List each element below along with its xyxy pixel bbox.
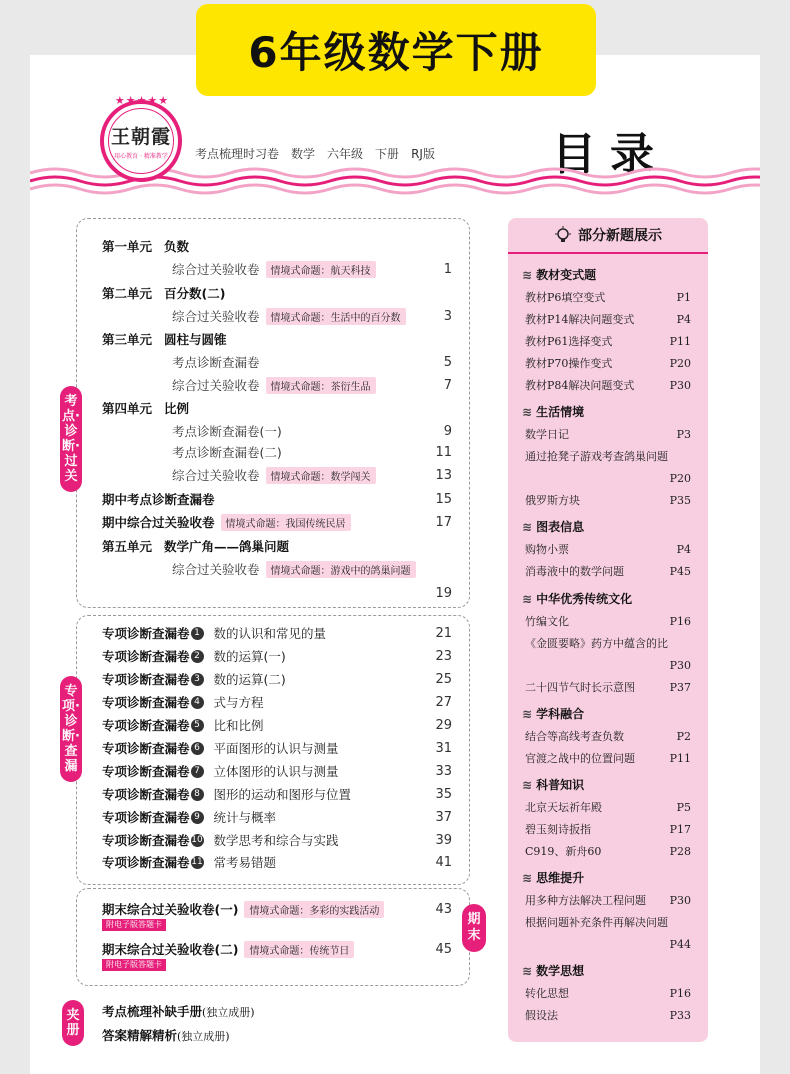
item-text: 教材P6填空变式: [525, 291, 606, 304]
page-number: 11: [435, 444, 452, 460]
toc-row-special[interactable]: [102, 784, 452, 804]
panel-item[interactable]: [525, 332, 691, 350]
item-page: P11: [669, 751, 691, 765]
page-number: 25: [435, 671, 452, 687]
paper-name: 专项诊断查漏卷: [102, 672, 190, 687]
toc-row-special[interactable]: [102, 852, 452, 872]
item-page: P28: [669, 844, 691, 858]
section-title: 数学思想: [536, 964, 585, 978]
item-number: 4: [191, 696, 204, 709]
extra-item-handbook[interactable]: [102, 1002, 255, 1020]
panel-section: [522, 776, 584, 793]
unit-name: 百分数(二): [164, 286, 226, 301]
item-page: P11: [669, 334, 691, 348]
scenario-tag: 情境式命题：我国传统民居: [221, 514, 351, 531]
item-page: P1: [676, 290, 691, 304]
topic: 比和比例: [213, 718, 264, 733]
item-page: P20: [669, 356, 691, 370]
panel-item-page[interactable]: [525, 469, 691, 487]
item-page: P17: [669, 822, 691, 836]
panel-item[interactable]: [525, 678, 691, 696]
item-page: P37: [669, 680, 691, 694]
paper-name: 专项诊断查漏卷: [102, 741, 190, 756]
page-number: 31: [435, 740, 452, 756]
panel-item[interactable]: [525, 820, 691, 838]
page-number: 39: [435, 832, 452, 848]
panel-item[interactable]: [525, 842, 691, 860]
toc-row[interactable]: [172, 306, 452, 326]
item-text: 二十四节气时长示意图: [525, 681, 635, 694]
toc-row-special[interactable]: [102, 761, 452, 781]
section-title: 生活情境: [536, 405, 585, 419]
header-series: 考点梳理时习卷: [195, 147, 280, 161]
toc-row-special[interactable]: [102, 669, 452, 689]
scenario-tag: 情境式命题：传统节日: [244, 941, 354, 958]
header-edition: RJ版: [411, 147, 435, 161]
item-page: P35: [669, 493, 691, 507]
page-number: 13: [435, 467, 452, 483]
topic: 平面图形的认识与测量: [213, 741, 339, 756]
unit-name: 数学广角——鸽巢问题: [164, 539, 290, 554]
toc-row-unit2[interactable]: [102, 283, 452, 303]
topic: 数的运算(二): [213, 672, 286, 687]
scenario-tag: 情境式命题：航天科技: [266, 261, 376, 278]
panel-item[interactable]: [525, 634, 691, 652]
panel-item-page[interactable]: [525, 656, 691, 674]
wave-icon: ≋: [522, 519, 533, 534]
toc-row-unit5[interactable]: [102, 536, 452, 556]
page-number: 41: [435, 854, 452, 870]
item-text: 竹编文化: [525, 615, 569, 628]
wave-icon: ≋: [522, 591, 533, 606]
header-info: [195, 145, 435, 162]
tab-final: 期末: [462, 904, 486, 952]
item-text: 转化思想: [525, 987, 569, 1000]
toc-row-midterm2[interactable]: [102, 512, 452, 532]
panel-title: 部分新题展示: [578, 228, 662, 244]
unit-label: 第三单元: [102, 332, 153, 347]
paper-name: 专项诊断查漏卷: [102, 718, 190, 733]
panel-section: [522, 705, 584, 722]
paper-name: 考点诊断查漏卷(二): [172, 445, 282, 460]
paper-name: 专项诊断查漏卷: [102, 833, 190, 848]
extra-title: 答案精解精析: [102, 1028, 178, 1043]
item-number: 11: [191, 856, 203, 867]
topic: 数学思考和综合与实践: [213, 833, 339, 848]
page-number: 45: [435, 941, 452, 957]
page-number: 33: [435, 763, 452, 779]
panel-section: [522, 590, 632, 607]
unit-name: 比例: [164, 401, 190, 416]
panel-section: [522, 403, 584, 420]
toc-row-special[interactable]: [102, 646, 452, 666]
page-number: 23: [435, 648, 452, 664]
title-banner: [196, 4, 596, 96]
toc-row-special[interactable]: [102, 692, 452, 712]
unit-name: 负数: [164, 239, 190, 254]
page-number: 27: [435, 694, 452, 710]
unit-label: 第二单元: [102, 286, 153, 301]
tab-section-special: 专项·诊断·查漏: [60, 676, 82, 782]
item-page: P16: [669, 986, 691, 1000]
toc-row[interactable]: [172, 421, 452, 441]
paper-name: 专项诊断查漏卷: [102, 649, 190, 664]
page-number: 9: [443, 423, 452, 439]
panel-section: [522, 962, 584, 979]
paper-name: 期中综合过关验收卷: [102, 515, 215, 530]
item-text: 教材P14解决问题变式: [525, 313, 635, 326]
topic: 立体图形的认识与测量: [213, 764, 339, 779]
page-number: 17: [435, 514, 452, 530]
toc-row-special[interactable]: [102, 738, 452, 758]
scenario-tag: 情境式命题：生活中的百分数: [266, 308, 406, 325]
toc-row[interactable]: [172, 465, 452, 485]
page-number: 15: [435, 491, 452, 507]
item-page: P16: [669, 614, 691, 628]
scenario-tag: 情境式命题：数学闯关: [266, 467, 376, 484]
banner-title: 6年级数学下册: [248, 28, 544, 77]
unit-label: 第五单元: [102, 539, 153, 554]
topic: 图形的运动和图形与位置: [213, 787, 352, 802]
page-number: 1: [443, 261, 452, 277]
page-number: 19: [435, 585, 452, 601]
item-text: C919、新舟60: [525, 845, 602, 858]
wave-icon: ≋: [522, 706, 533, 721]
unit-label: 第一单元: [102, 239, 153, 254]
item-text: 假设法: [525, 1009, 558, 1022]
toc-row[interactable]: [172, 352, 452, 372]
toc-row[interactable]: [172, 583, 452, 603]
panel-item[interactable]: [525, 749, 691, 767]
paper-name: 专项诊断查漏卷: [102, 764, 190, 779]
page-number: 35: [435, 786, 452, 802]
toc-row-final2[interactable]: [102, 939, 452, 959]
item-text: 结合等高线考查负数: [525, 730, 624, 743]
paper-name: 综合过关验收卷: [172, 262, 260, 277]
panel-item[interactable]: [525, 727, 691, 745]
item-text: 俄罗斯方块: [525, 494, 580, 507]
item-number: 5: [191, 719, 204, 732]
extra-title: 考点梳理补缺手册: [102, 1004, 203, 1019]
extra-note: (独立成册): [202, 1006, 255, 1019]
tab-section-units: 考点·诊断·过关: [60, 386, 82, 492]
panel-item[interactable]: [525, 310, 691, 328]
paper-name: 期末综合过关验收卷(一): [102, 902, 239, 917]
toc-row-final1[interactable]: [102, 899, 452, 919]
page-number: 43: [435, 901, 452, 917]
topic: 数的认识和常见的量: [213, 626, 327, 641]
item-text: 通过抢凳子游戏考查鸽巢问题: [525, 450, 668, 463]
item-number: 3: [191, 673, 204, 686]
item-text: 教材P84解决问题变式: [525, 379, 635, 392]
panel-item[interactable]: [525, 1006, 691, 1024]
panel-item-page[interactable]: [525, 935, 691, 953]
unit-name: 圆柱与圆锥: [164, 332, 227, 347]
logo-inner: [108, 108, 174, 174]
item-text: 数学日记: [525, 428, 569, 441]
toc-row[interactable]: [172, 259, 452, 279]
extra-note: (独立成册): [177, 1030, 230, 1043]
toc-row[interactable]: [172, 442, 452, 462]
item-page: P3: [676, 427, 691, 441]
panel-item[interactable]: [525, 540, 691, 558]
paper-name: 综合过关验收卷: [172, 562, 260, 577]
item-page: P2: [676, 729, 691, 743]
paper-name: 专项诊断查漏卷: [102, 695, 190, 710]
paper-name: 综合过关验收卷: [172, 378, 260, 393]
item-page: P30: [669, 893, 691, 907]
item-number: 10: [191, 834, 203, 845]
wave-icon: ≋: [522, 963, 533, 978]
item-page: P33: [669, 1008, 691, 1022]
section-title: 思维提升: [536, 871, 585, 885]
topic: 数的运算(一): [213, 649, 286, 664]
panel-item[interactable]: [525, 798, 691, 816]
panel-section: [522, 869, 584, 886]
item-text: 根据问题补充条件再解决问题: [525, 916, 668, 929]
page-number: 3: [443, 308, 452, 324]
toc-row-unit3[interactable]: [102, 329, 452, 349]
unit-label: 第四单元: [102, 401, 153, 416]
panel-item[interactable]: [525, 891, 691, 909]
topic: 常考易错题: [213, 855, 277, 870]
item-page: P5: [676, 800, 691, 814]
item-number: 9: [191, 811, 204, 824]
toc-row-unit4[interactable]: [102, 398, 452, 418]
item-number: 2: [191, 650, 204, 663]
item-page: P20: [669, 471, 691, 485]
item-page: P45: [669, 564, 691, 578]
toc-row-special[interactable]: [102, 715, 452, 735]
item-number: 7: [191, 765, 204, 778]
item-page: P30: [669, 658, 691, 672]
toc-row[interactable]: [172, 375, 452, 395]
paper-name: 专项诊断查漏卷: [102, 810, 190, 825]
item-number: 6: [191, 742, 204, 755]
panel-item[interactable]: [525, 984, 691, 1002]
item-page: P4: [676, 542, 691, 556]
panel-item[interactable]: [525, 288, 691, 306]
paper-name: 期中考点诊断查漏卷: [102, 492, 215, 507]
paper-name: 综合过关验收卷: [172, 309, 260, 324]
wave-icon: ≋: [522, 870, 533, 885]
panel-item[interactable]: [525, 447, 691, 465]
paper-name: 考点诊断查漏卷: [172, 355, 260, 370]
panel-item[interactable]: [525, 425, 691, 443]
toc-row-midterm1[interactable]: [102, 489, 452, 509]
item-text: 碧玉刻诗扳指: [525, 823, 591, 836]
logo-name: 王朝霞: [110, 126, 171, 148]
wave-icon: ≋: [522, 404, 533, 419]
panel-section: [522, 266, 596, 283]
section-title: 学科融合: [536, 707, 585, 721]
item-number: 8: [191, 788, 204, 801]
paper-name: 考点诊断查漏卷(一): [172, 424, 282, 439]
panel-item[interactable]: [525, 913, 691, 931]
brand-logo: [100, 100, 182, 182]
panel-section: [522, 518, 584, 535]
item-number: 1: [191, 627, 204, 640]
answer-card-badge: 附电子版答题卡: [102, 959, 166, 971]
header-volume: 下册: [375, 147, 400, 161]
wave-icon: ≋: [522, 267, 533, 282]
item-text: 官渡之战中的位置问题: [525, 752, 635, 765]
tab-extra: 夹册: [62, 1000, 84, 1046]
paper-name: 综合过关验收卷: [172, 468, 260, 483]
paper-name: 专项诊断查漏卷: [102, 626, 190, 641]
item-text: 用多种方法解决工程问题: [525, 894, 646, 907]
panel-item[interactable]: [525, 562, 691, 580]
logo-stars-icon: ★★★★★: [114, 94, 170, 107]
panel-item[interactable]: [525, 376, 691, 394]
toc-row-special[interactable]: [102, 830, 452, 850]
answer-card-badge: 附电子版答题卡: [102, 919, 166, 931]
page-number: 21: [435, 625, 452, 641]
item-page: P30: [669, 378, 691, 392]
paper-name: 期末综合过关验收卷(二): [102, 942, 239, 957]
section-title: 图表信息: [536, 520, 585, 534]
toc-title: 目录: [552, 129, 668, 180]
section-title: 教材变式题: [536, 268, 597, 282]
item-text: 教材P61选择变式: [525, 335, 613, 348]
item-page: P4: [676, 312, 691, 326]
paper-name: 专项诊断查漏卷: [102, 787, 190, 802]
section-title: 科普知识: [536, 778, 585, 792]
logo-subtitle: 用心教育 · 精准教学: [114, 153, 168, 160]
item-text: 消毒液中的数学问题: [525, 565, 624, 578]
item-text: 北京天坛祈年殿: [525, 801, 602, 814]
topic: 统计与概率: [213, 810, 277, 825]
page-number: 37: [435, 809, 452, 825]
page-number: 29: [435, 717, 452, 733]
paper-name: 专项诊断查漏卷: [102, 855, 190, 870]
extra-item-answers[interactable]: [102, 1026, 230, 1044]
toc-row[interactable]: [172, 559, 452, 579]
item-page: P44: [669, 937, 691, 951]
scenario-tag: 情境式命题：游戏中的鸽巢问题: [266, 561, 416, 578]
wave-icon: ≋: [522, 777, 533, 792]
item-text: 《金匮要略》药方中蕴含的比: [525, 637, 668, 650]
toc-row-unit1[interactable]: [102, 236, 452, 256]
item-text: 购物小票: [525, 543, 569, 556]
panel-header: [508, 218, 708, 254]
topic: 式与方程: [213, 695, 264, 710]
toc-row-special[interactable]: [102, 807, 452, 827]
item-text: 教材P70操作变式: [525, 357, 613, 370]
header-grade: 六年级: [327, 147, 364, 161]
panel-item[interactable]: [525, 491, 691, 509]
section-title: 中华优秀传统文化: [536, 592, 633, 606]
scenario-tag: 情境式命题：多彩的实践活动: [244, 901, 384, 918]
toc-row-special[interactable]: [102, 623, 452, 643]
page-number: 7: [443, 377, 452, 393]
header-subject: 数学: [291, 147, 316, 161]
page-number: 5: [443, 354, 452, 370]
bulb-icon: [554, 226, 572, 244]
panel-item[interactable]: [525, 612, 691, 630]
panel-item[interactable]: [525, 354, 691, 372]
scenario-tag: 情境式命题：茶衍生品: [266, 377, 376, 394]
